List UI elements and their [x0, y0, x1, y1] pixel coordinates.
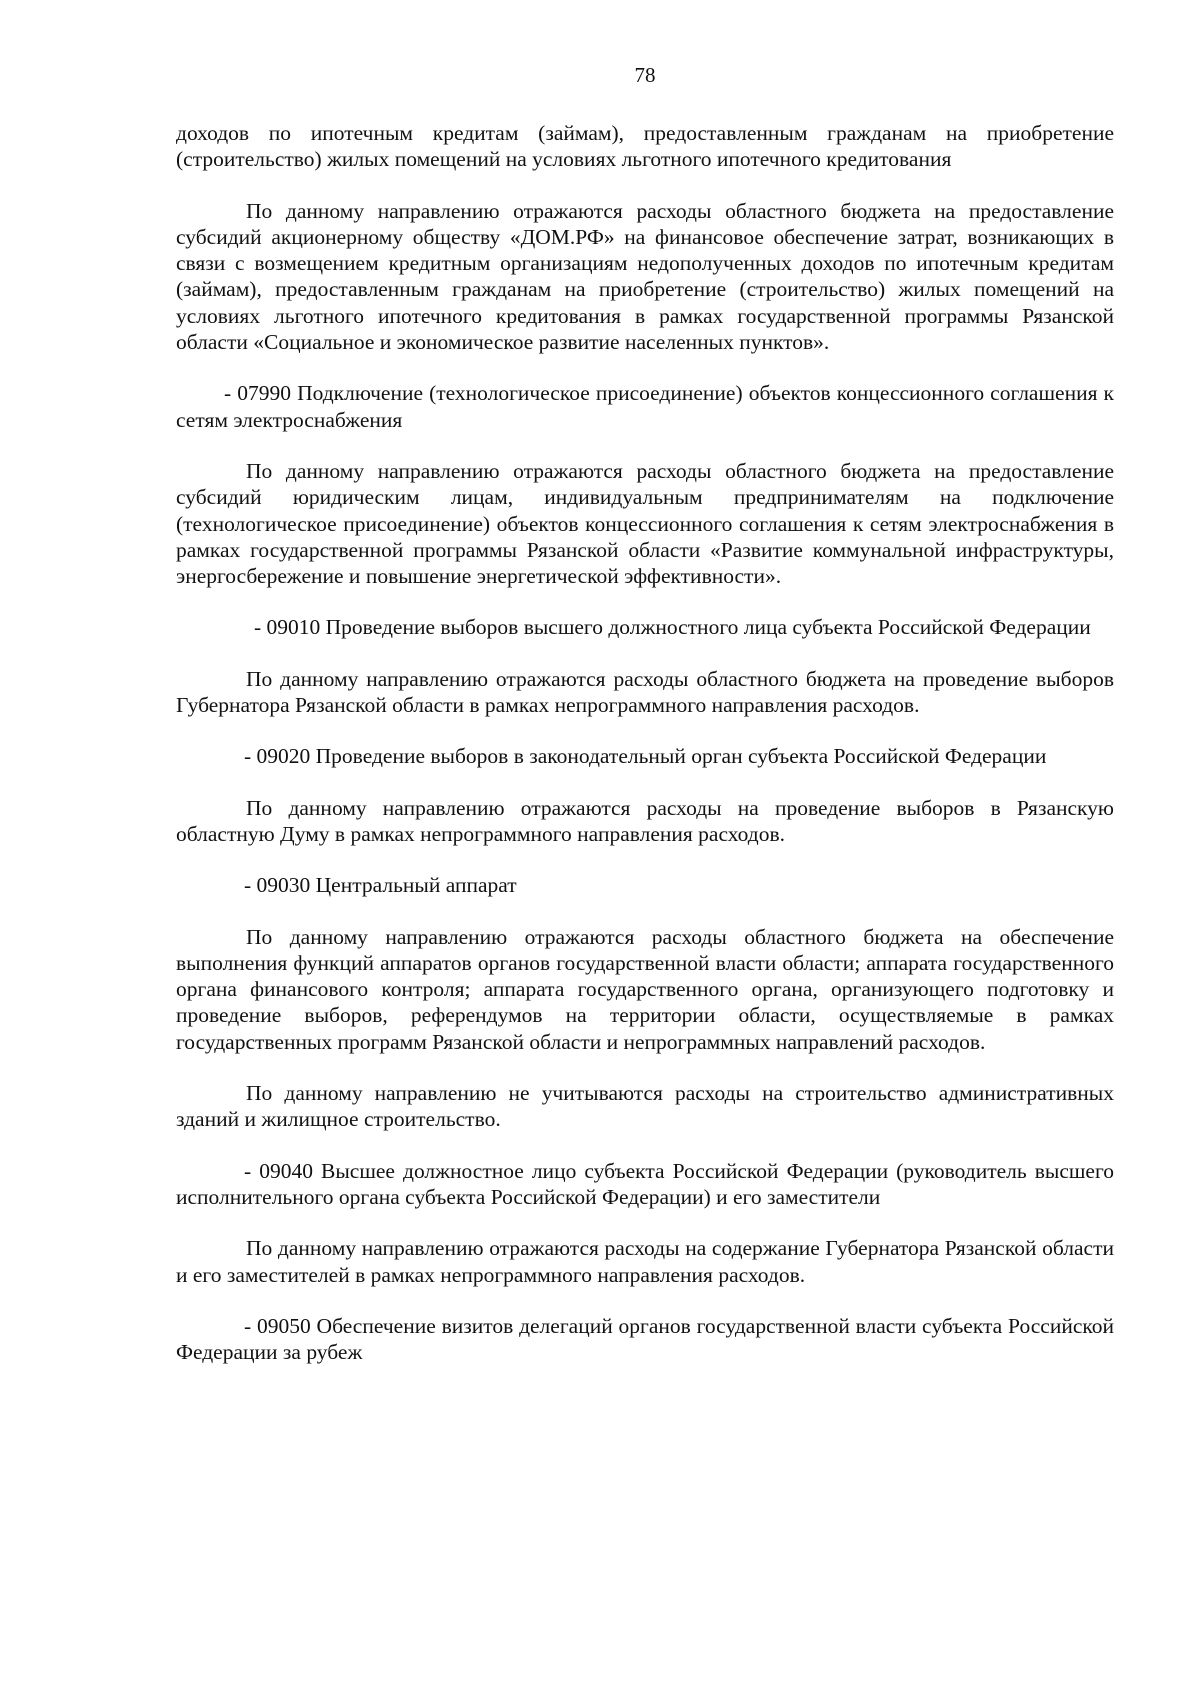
- paragraph-item-heading: - 07990 Подключение (технологическое присоединение) объектов концессионного соглашения к сетям электроснабжения: [176, 381, 1114, 432]
- paragraph-continuation: доходов по ипотечным кредитам (займам), предоставленным гражданам на приобретение (строительство) жилых помещений на условиях льготного ипотечного кредитования: [176, 121, 1114, 172]
- paragraph-description: По данному направлению отражаются расходы на содержание Губернатора Рязанской области и его заместителей в рамках непрограммного направления расходов.: [176, 1236, 1114, 1287]
- page-number: 78: [634, 63, 656, 87]
- paragraph-description: По данному направлению отражаются расходы областного бюджета на обеспечение выполнения функций аппаратов органов государственной власти области; аппарата государственного органа финансового контроля; аппарата государственного органа, организующего подготовку и проведение выборов, референдумов на территории области, осуществляемые в рамках государственных программ Рязанской области и непрограммных направлений расходов.: [176, 924, 1114, 1054]
- paragraph-description: По данному направлению отражаются расходы областного бюджета на проведение выборов Губернатора Рязанской области в рамках непрограммного направления расходов.: [176, 666, 1114, 718]
- paragraph-item-heading: - 09030 Центральный аппарат: [244, 873, 517, 898]
- paragraph-item-heading: - 09010 Проведение выборов высшего должностного лица субъекта Российской Федерации: [254, 615, 1091, 640]
- paragraph-item-heading: - 09020 Проведение выборов в законодательный орган субъекта Российской Федерации: [244, 744, 1047, 769]
- paragraph-description: По данному направлению отражаются расходы областного бюджета на предоставление субсидий юридическим лицам, индивидуальным предпринимателям на подключение (технологическое присоединение) объектов концессионного соглашения к сетям электроснабжения в рамках государственной программы Рязанской области «Развитие коммунальной инфраструктуры, энергосбережение и повышение энергетической эффективности».: [176, 458, 1114, 589]
- paragraph-description: По данному направлению отражаются расходы на проведение выборов в Рязанскую областную Думу в рамках непрограммного направления расходов.: [176, 795, 1114, 846]
- document-body: [176, 120, 1114, 1390]
- paragraph-item-heading: - 09050 Обеспечение визитов делегаций органов государственной власти субъекта Российской Федерации за рубеж: [176, 1313, 1114, 1365]
- paragraph-description: По данному направлению не учитываются расходы на строительство административных зданий и жилищное строительство.: [176, 1081, 1114, 1132]
- paragraph-item-heading: - 09040 Высшее должностное лицо субъекта Российской Федерации (руководитель высшего исполнительного органа субъекта Российской Федерации) и его заместители: [176, 1158, 1114, 1209]
- paragraph-description: По данному направлению отражаются расходы областного бюджета на предоставление субсидий акционерному обществу «ДОМ.РФ» на финансовое обеспечение затрат, возникающих в связи с возмещением кредитным организациям недополученных доходов по ипотечным кредитам (займам), предоставленным гражданам на приобретение (строительство) жилых помещений на условиях льготного ипотечного кредитования в рамках государственной программы Рязанской области «Социальное и экономическое развитие населенных пунктов».: [176, 198, 1114, 355]
